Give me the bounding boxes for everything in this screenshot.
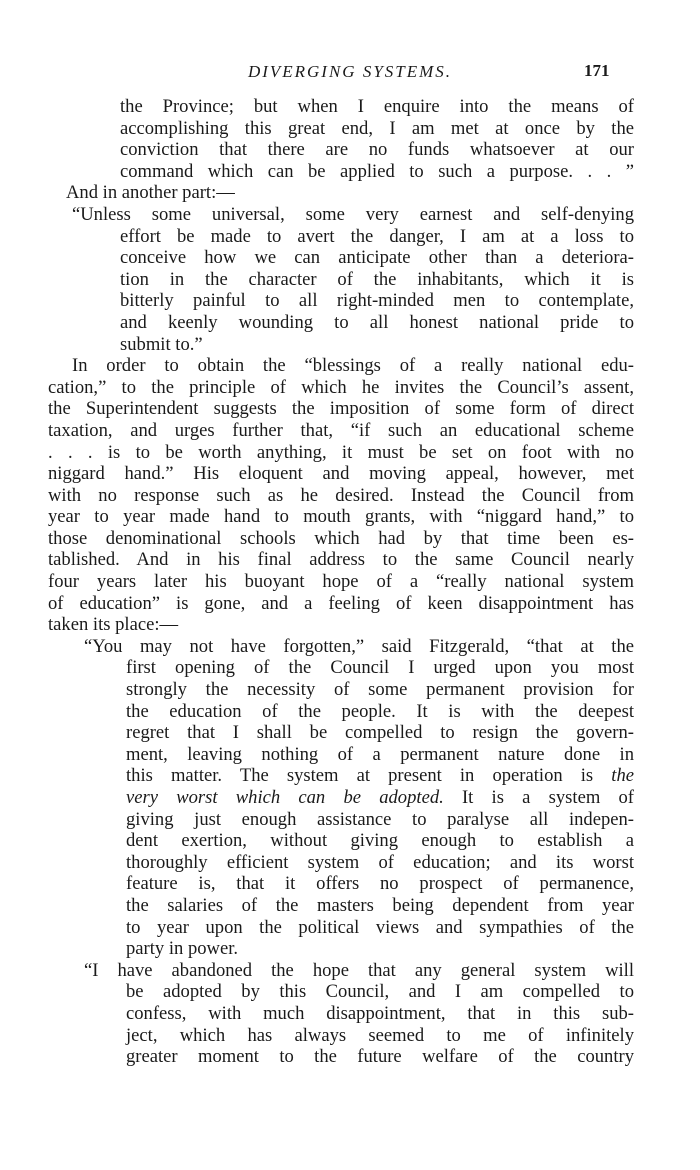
text-line xyxy=(48,679,634,701)
text-line xyxy=(48,809,634,831)
text-line xyxy=(48,485,634,507)
text-line xyxy=(48,96,634,118)
line-text: those denominational schools which had by that time been es- xyxy=(48,527,634,549)
line-text: ject, which has always seemed to me of infinitely xyxy=(126,1024,634,1046)
text-line xyxy=(48,463,634,485)
text-line xyxy=(48,355,634,377)
line-text: taxation, and urges further that, “if such an educational scheme xyxy=(48,419,634,441)
text-line xyxy=(48,1025,634,1047)
line-text: four years later his buoyant hope of a “really national system xyxy=(48,571,634,593)
line-text: cation,” to the principle of which he invites the Council’s assent, xyxy=(48,376,634,398)
line-text: confess, with much disappointment, that in this sub- xyxy=(126,1002,634,1024)
line-text: “You may not have forgotten,” said Fitzgerald, “that at the xyxy=(84,635,634,657)
text-line xyxy=(48,549,634,571)
line-text: feature is, that it offers no prospect of permanence, xyxy=(126,873,634,895)
line-text: thoroughly efficient system of education; and its worst xyxy=(126,851,634,873)
text-line xyxy=(48,420,634,442)
line-text: this matter. The system at present in operation is xyxy=(126,765,594,787)
line-text: greater moment to the future welfare of the country xyxy=(126,1046,634,1068)
line-text: tion in the character of the inhabitants, which it is xyxy=(120,268,634,290)
body-text xyxy=(48,96,634,1068)
line-text: regret that I shall be compelled to resign the govern- xyxy=(126,722,634,744)
line-text: the Superintendent suggests the imposition of some form of direct xyxy=(48,398,634,420)
line-text: year to year made hand to mouth grants, with “niggard hand,” to xyxy=(48,506,634,528)
line-text: with no response such as he desired. Instead the Council from xyxy=(48,484,634,506)
text-line xyxy=(48,895,634,917)
line-text: conviction that there are no funds whatsoever at our xyxy=(120,139,634,161)
line-text: niggard hand.” His eloquent and moving appeal, however, met xyxy=(48,463,634,485)
text-line xyxy=(48,528,634,550)
text-line xyxy=(48,118,634,140)
text-line xyxy=(48,334,634,356)
text-line xyxy=(48,182,634,204)
line-text: giving just enough assistance to paralyse all indepen- xyxy=(126,808,634,830)
text-line xyxy=(48,787,634,809)
line-text: first opening of the Council I urged upon you most xyxy=(126,657,634,679)
text-line xyxy=(48,1046,634,1068)
text-line xyxy=(48,614,634,636)
line-text: strongly the necessity of some permanent provision for xyxy=(126,679,634,701)
text-line xyxy=(48,873,634,895)
text-line xyxy=(48,636,634,658)
text-line xyxy=(48,1003,634,1025)
line-text: and keenly wounding to all honest national pride to xyxy=(120,311,634,333)
text-line xyxy=(48,398,634,420)
text-line xyxy=(48,765,634,787)
line-text: “Unless some universal, some very earnest and self-denying xyxy=(72,203,634,225)
italic-emphasis: the xyxy=(611,765,634,787)
line-text: And in another part:— xyxy=(66,182,235,204)
page-number: 171 xyxy=(584,61,610,80)
line-text: party in power. xyxy=(126,938,239,960)
text-line xyxy=(48,744,634,766)
text-line xyxy=(48,247,634,269)
line-text: the education of the people. It is with the deepest xyxy=(126,700,634,722)
text-line xyxy=(48,139,634,161)
text-line xyxy=(48,960,634,982)
line-text: dent exertion, without giving enough to establish a xyxy=(126,830,634,852)
line-text: to year upon the political views and sympathies of the xyxy=(126,916,634,938)
text-line xyxy=(48,657,634,679)
line-text: of education” is gone, and a feeling of keen disappointment has xyxy=(48,592,634,614)
line-text-after: It is a system of xyxy=(443,787,634,808)
line-text: . . . is to be worth anything, it must be set on foot with no xyxy=(48,441,634,463)
line-text: conceive how we can anticipate other than a deteriora- xyxy=(120,247,634,269)
line-text: “I have abandoned the hope that any general system will xyxy=(84,959,634,981)
line-text: ment, leaving nothing of a permanent nature done in xyxy=(126,743,634,765)
line-text: taken its place:— xyxy=(48,614,179,636)
text-line xyxy=(48,204,634,226)
line-text: the Province; but when I enquire into the means of xyxy=(120,96,634,117)
text-line xyxy=(48,161,634,183)
text-line xyxy=(48,312,634,334)
line-text: the salaries of the masters being dependent from year xyxy=(126,894,634,916)
text-line xyxy=(48,701,634,723)
line-text: bitterly painful to all right-minded men to contemplate, xyxy=(120,290,634,312)
text-line xyxy=(48,290,634,312)
line-text: command which can be applied to such a purpose. . . ” xyxy=(120,160,634,182)
text-line xyxy=(48,377,634,399)
line-text: In order to obtain the “blessings of a really national edu- xyxy=(72,355,634,377)
line-text: tablished. And in his final address to the same Council nearly xyxy=(48,549,634,571)
line-text: effort be made to avert the danger, I am at a loss to xyxy=(120,225,634,247)
text-line xyxy=(48,571,634,593)
text-line xyxy=(48,722,634,744)
text-line xyxy=(48,917,634,939)
text-line xyxy=(48,981,634,1003)
text-line xyxy=(48,830,634,852)
text-line xyxy=(48,442,634,464)
line-text: accomplishing this great end, I am met at once by the xyxy=(120,117,634,139)
text-line xyxy=(48,269,634,291)
text-line xyxy=(48,506,634,528)
text-line xyxy=(48,852,634,874)
text-line xyxy=(48,938,634,960)
line-text: submit to.” xyxy=(120,333,203,355)
line-text: be adopted by this Council, and I am compelled to xyxy=(126,981,634,1003)
running-header: DIVERGING SYSTEMS. xyxy=(247,62,453,81)
text-line xyxy=(48,226,634,248)
italic-emphasis: very worst which can be adopted. xyxy=(126,787,444,808)
text-line xyxy=(48,593,634,615)
